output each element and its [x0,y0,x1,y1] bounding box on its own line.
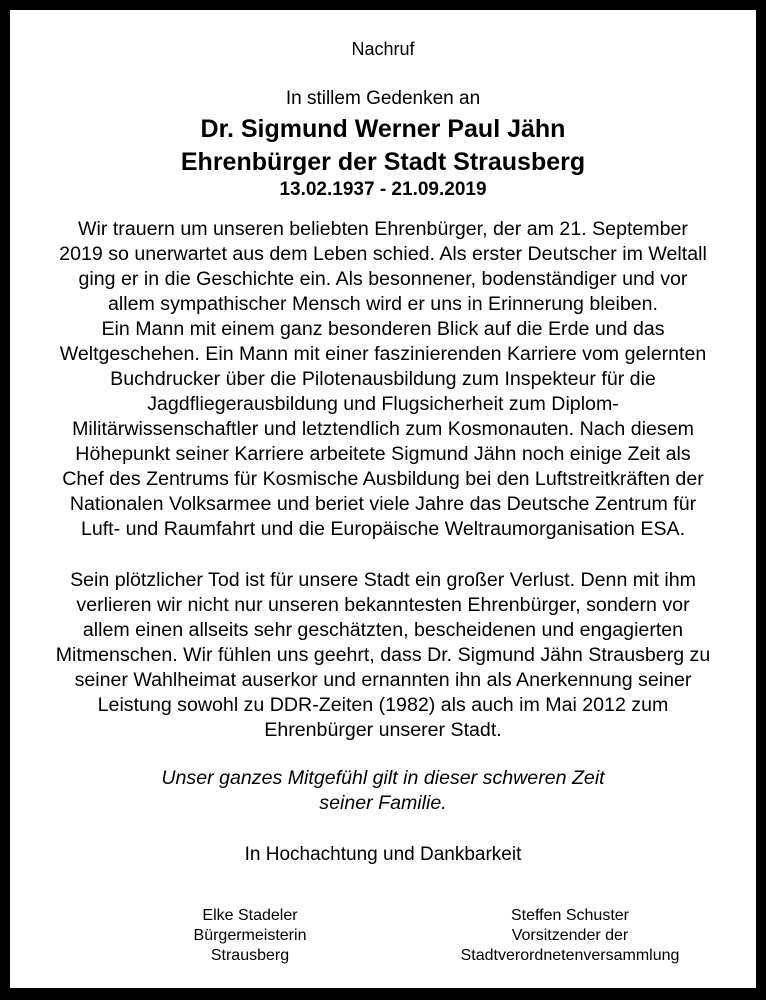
text-line: Militärwissenschaftler und letztendlich zum Kosmonauten. Nach diesem [72,418,694,440]
signer-title: Bürgermeisterin [193,927,307,944]
signer-name: Elke Stadeler [202,907,298,924]
text-line: Chef des Zentrums für Kosmische Ausbildung bei den Luftstreitkräften der [62,468,704,490]
deceased-name: Dr. Sigmund Werner Paul Jähn [200,115,566,143]
text-line: Unser ganzes Mitgefühl gilt in dieser schweren Zeit [161,767,605,789]
text-line: Höhepunkt seiner Karriere arbeitete Sigmund Jähn noch einige Zeit als [75,443,691,465]
tribute-paragraph [10,217,756,542]
text-line: Nationalen Volksarmee und beriet viele Jahre das Deutsche Zentrum für [69,493,697,515]
loss-paragraph [10,568,756,743]
signature-mayor [150,906,350,966]
text-line: verlieren wir nicht nur unseren bekanntesten Ehrenbürger, sondern vor [76,594,690,616]
text-line: 2019 so unerwartet aus dem Leben schied. Als erster Deutscher im Weltall [59,243,707,265]
signer-name: Steffen Schuster [511,907,629,924]
honorary-title: Ehrenbürger der Stadt Strausberg [180,148,586,176]
notice-heading: Nachruf [351,39,415,59]
notice-intro: In stillem Gedenken an [285,88,481,109]
text-line: Luft- und Raumfahrt und die Europäische Weltraumorganisation ESA. [80,518,686,540]
obituary-notice [10,10,756,988]
closing-phrase: In Hochachtung und Dankbarkeit [244,844,522,865]
text-line: ging er in die Geschichte ein. Als besonnener, bodenständiger und vor [78,268,688,290]
signer-organization: Stadtverordnetenversammlung [460,947,680,964]
text-line: allem sympathischer Mensch wird er uns in Erinnerung bleiben. [108,293,658,315]
condolence-text [10,766,756,816]
text-line: Buchdrucker über die Pilotenausbildung zum Inspekteur für die [110,368,656,390]
text-line: Jagdfliegerausbildung und Flugsicherheit zum Diplom- [147,393,619,415]
text-line: Leistung sowohl zu DDR-Zeiten (1982) als auch im Mai 2012 zum [97,694,669,716]
signature-council-chair [430,906,710,966]
text-line: seiner Wahlheimat auserkor und ernannten ihn als Anerkennung seiner [74,669,692,691]
life-dates: 13.02.1937 - 21.09.2019 [279,179,487,200]
text-line: Mitmenschen. Wir fühlen uns geehrt, dass Dr. Sigmund Jähn Strausberg zu [55,644,711,666]
signer-organization: Strausberg [210,947,290,964]
text-line: Weltgeschehen. Ein Mann mit einer faszinierenden Karriere vom gelernten [59,343,707,365]
signer-title: Vorsitzender der [511,927,629,944]
text-line: Ehrenbürger unserer Stadt. [264,719,502,741]
text-line: seiner Familie. [319,792,447,814]
text-line: allem einen allseits sehr geschätzten, bescheidenen und engagierten [82,619,684,641]
text-line: Ein Mann mit einem ganz besonderen Blick auf die Erde und das [101,318,665,340]
text-line: Sein plötzlicher Tod ist für unsere Stadt ein großer Verlust. Denn mit ihm [70,569,696,591]
text-line: Wir trauern um unseren beliebten Ehrenbürger, der am 21. September [78,218,688,240]
